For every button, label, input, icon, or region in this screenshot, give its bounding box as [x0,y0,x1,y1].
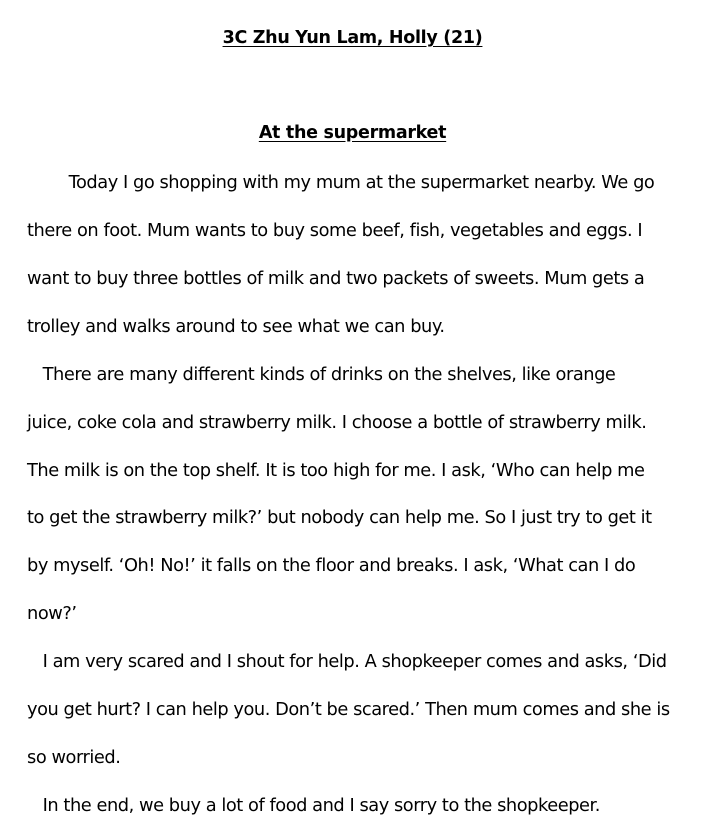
essay-line: juice, coke cola and strawberry milk. I choose a bottle of strawberry milk. [27,412,647,433]
essay-line: want to buy three bottles of milk and two packets of sweets. Mum gets a [27,268,645,289]
essay-title: At the supermarket [258,123,447,143]
student-header: 3C Zhu Yun Lam, Holly (21) [222,28,483,48]
essay-line: trolley and walks around to see what we can buy. [27,316,445,337]
essay-line: In the end, we buy a lot of food and I say sorry to the shopkeeper. [27,795,600,816]
essay-line: there on foot. Mum wants to buy some beef, fish, vegetables and eggs. I [27,220,643,241]
essay-line: There are many different kinds of drinks on the shelves, like orange [27,364,616,385]
essay-line: by myself. ‘Oh! No!’ it falls on the floor and breaks. I ask, ‘What can I do [27,555,636,576]
essay-line: Today I go shopping with my mum at the supermarket nearby. We go [27,172,655,193]
essay-line: The milk is on the top shelf. It is too high for me. I ask, ‘Who can help me [27,460,645,481]
essay-line: you get hurt? I can help you. Don’t be scared.’ Then mum comes and she is [27,699,670,720]
essay-line: I am very scared and I shout for help. A shopkeeper comes and asks, ‘Did [27,651,667,672]
essay-line: so worried. [27,747,121,768]
essay-line: now?’ [27,603,77,624]
essay-line: to get the strawberry milk?’ but nobody can help me. So I just try to get it [27,507,652,528]
